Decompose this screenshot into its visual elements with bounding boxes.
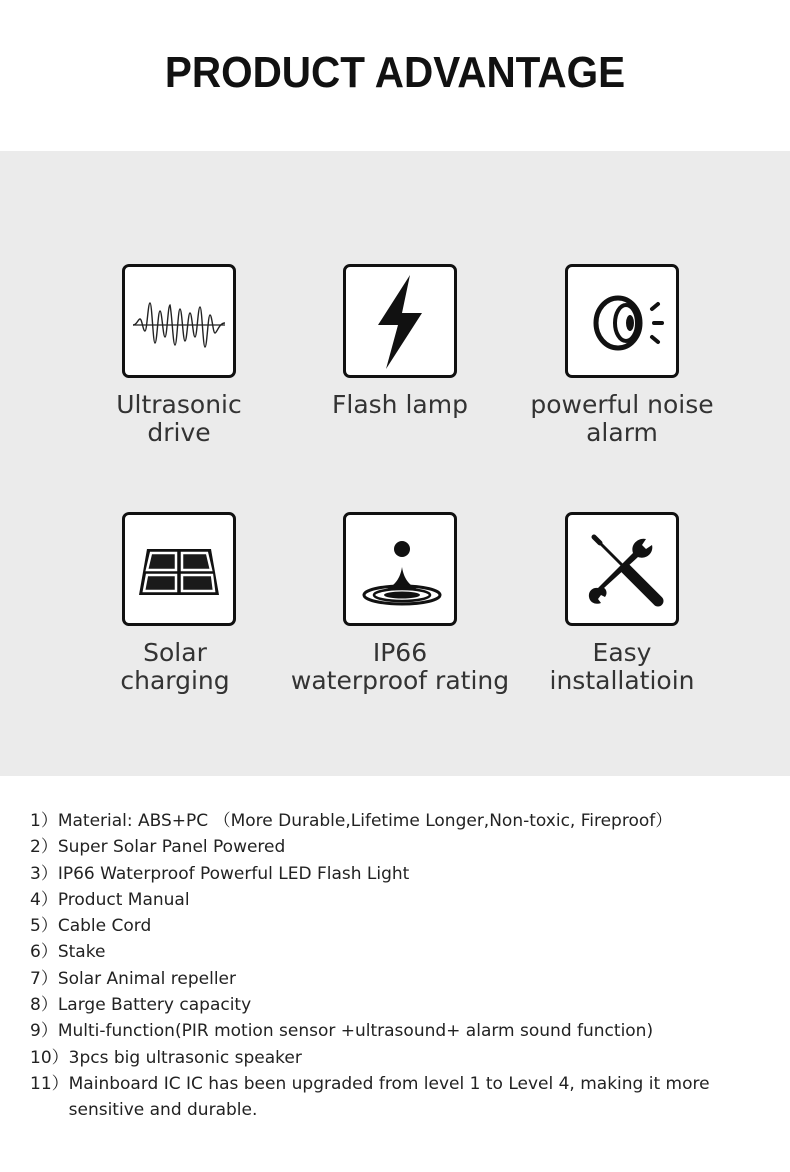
list-item: 7） Solar Animal repeller <box>30 968 237 989</box>
page-title: PRODUCT ADVANTAGE <box>164 48 626 97</box>
list-item: 11） Mainboard IC IC has been upgraded from level 1 to Level 4, making it more sensitive and durable. <box>30 1073 710 1121</box>
wrench-screwdriver-icon <box>568 515 676 623</box>
list-item: 3） IP66 Waterproof Powerful LED Flash Light <box>30 863 410 884</box>
feature-label-waterproof: IP66 waterproof rating <box>290 638 510 695</box>
feature-card-solar <box>122 512 236 626</box>
list-item: 6） Stake <box>30 942 106 963</box>
waveform-icon <box>125 267 233 375</box>
list-item: 10） 3pcs big ultrasonic speaker <box>30 1047 302 1068</box>
feature-label-ultrasonic: Ultrasonic drive <box>116 390 242 447</box>
list-item: 8） Large Battery capacity <box>30 995 252 1016</box>
list-item: 1） Material: ABS+PC （More Durable,Lifetime Longer,Non-toxic, Fireproof） <box>30 811 673 831</box>
feature-card-ultrasonic <box>122 264 236 378</box>
water-drop-icon <box>346 515 454 623</box>
feature-card-install <box>565 512 679 626</box>
solar-panel-icon <box>125 515 233 623</box>
feature-card-waterproof <box>343 512 457 626</box>
list-item: 5） Cable Cord <box>30 916 152 937</box>
feature-label-alarm: powerful noise alarm <box>530 390 714 447</box>
spec-list <box>30 808 770 1124</box>
feature-label-solar: Solar charging <box>120 638 230 695</box>
siren-speaker-icon <box>568 267 676 375</box>
lightning-bolt-icon <box>346 267 454 375</box>
list-item: 9） Multi-function(PIR motion sensor +ultrasound+ alarm sound function) <box>30 1021 654 1042</box>
feature-card-alarm <box>565 264 679 378</box>
list-item: 4） Product Manual <box>30 889 190 910</box>
list-item: 2） Super Solar Panel Powered <box>30 837 286 858</box>
feature-label-flash: Flash lamp <box>332 390 468 419</box>
feature-card-flash <box>343 264 457 378</box>
feature-label-install: Easy installatioin <box>549 638 695 695</box>
